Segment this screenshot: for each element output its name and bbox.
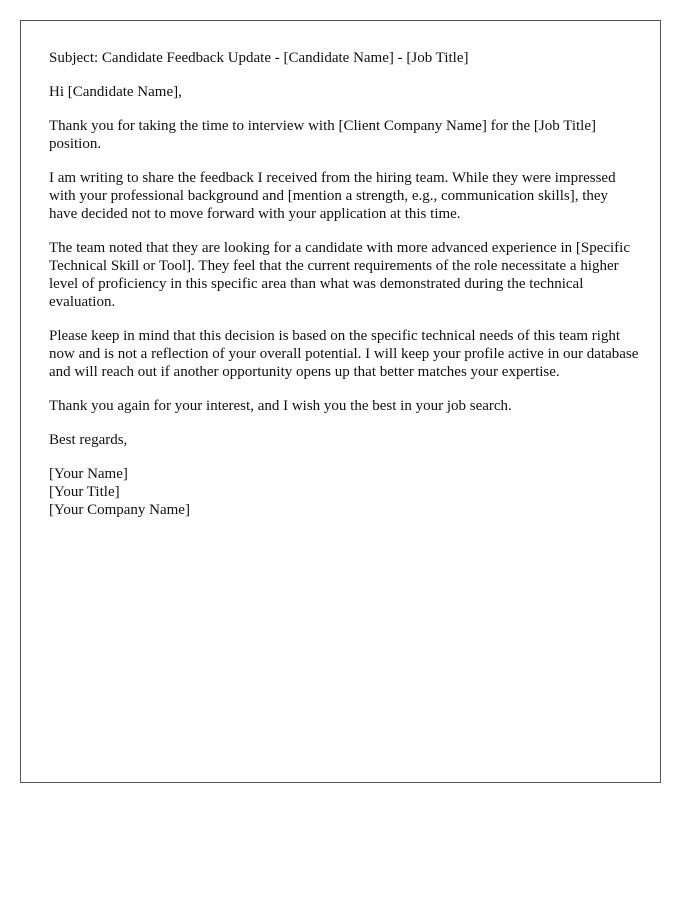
letter-closing: Best regards,: [49, 432, 128, 448]
letter-greeting: Hi [Candidate Name],: [49, 84, 182, 100]
letter-paragraph: I am writing to share the feedback I received from the hiring team. While they were impressed with your professional background and [mention a strength, e.g., communication skills], they have decided not to move forward with your application at this time.: [49, 170, 616, 222]
signature-name: [Your Name]: [49, 466, 128, 482]
letter-paragraph: Please keep in mind that this decision is based on the specific technical needs of this team right now and is not a reflection of your overall potential. I will keep your profile active in our database and will reach out if another opportunity opens up that better matches your expertise.: [49, 328, 639, 380]
signature-company: [Your Company Name]: [49, 502, 190, 518]
letter-subject: Subject: Candidate Feedback Update - [Candidate Name] - [Job Title]: [49, 50, 469, 66]
letter-paragraph: The team noted that they are looking for a candidate with more advanced experience in [Specific Technical Skill or Tool]. They feel that the current requirements of the role necessitate a higher level of proficiency in this specific area than what was demonstrated during the technical evaluation.: [49, 240, 631, 310]
letter-document: [20, 20, 661, 783]
signature-block: [49, 465, 640, 519]
letter-paragraph: Thank you again for your interest, and I wish you the best in your job search.: [49, 398, 512, 414]
signature-title: [Your Title]: [49, 484, 120, 500]
letter-paragraph: Thank you for taking the time to interview with [Client Company Name] for the [Job Title] position.: [49, 118, 596, 152]
